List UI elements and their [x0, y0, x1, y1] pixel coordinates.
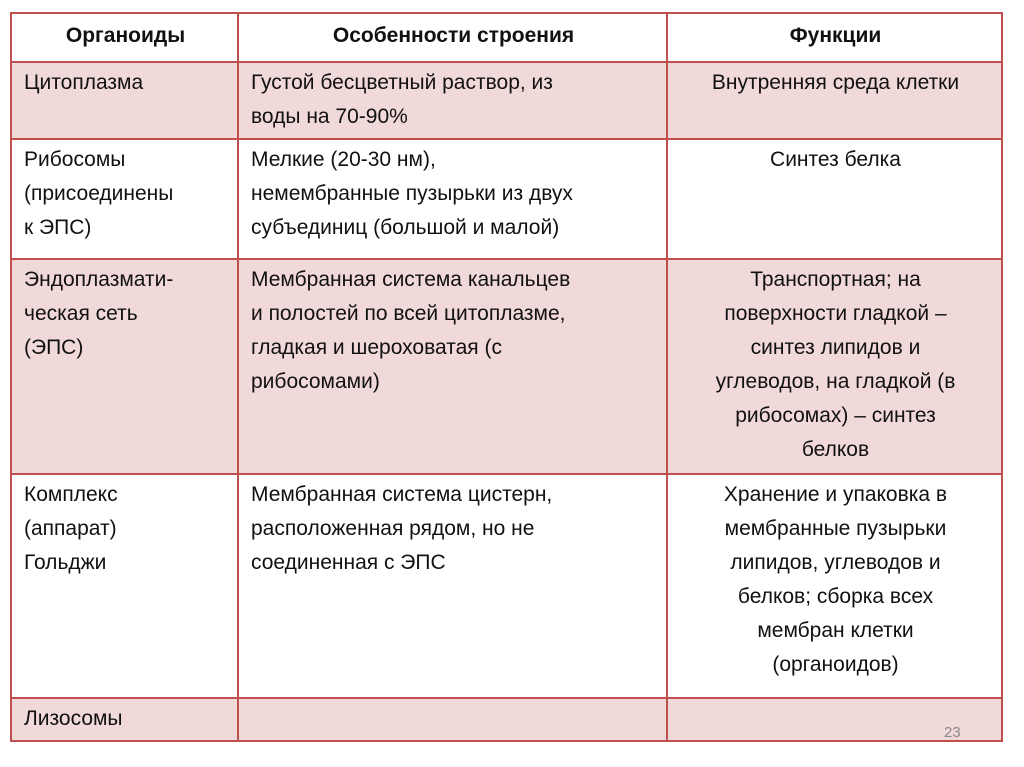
table-row — [11, 474, 1002, 698]
cell-text-line: Синтез белка — [770, 148, 901, 171]
function-cell — [667, 474, 1002, 698]
table-row — [11, 259, 1002, 474]
cell-text-line: Лизосомы — [24, 707, 123, 730]
cell-text-line: (присоединены — [24, 182, 174, 205]
header-functions: Функции — [667, 13, 1002, 62]
cell-text-line: Комплекс — [24, 483, 118, 506]
header-structure: Особенности строения — [238, 13, 667, 62]
cell-text-line: рибосомах) – синтез — [735, 404, 936, 427]
organelle-cell — [11, 474, 238, 698]
structure-cell — [238, 259, 667, 474]
cell-text-line: воды на 70-90% — [251, 105, 408, 128]
cell-text-line: Эндоплазмати- — [24, 268, 174, 291]
table-row — [11, 139, 1002, 259]
cell-text-line: поверхности гладкой – — [724, 302, 947, 325]
cell-text-line: рибосомами) — [251, 370, 380, 393]
cell-text-line: субъединиц (большой и малой) — [251, 216, 560, 239]
cell-text-line: Густой бесцветный раствор, из — [251, 71, 553, 94]
cell-text-line: Мембранная система цистерн, — [251, 483, 553, 506]
organelle-cell — [11, 259, 238, 474]
cell-text-line: немембранные пузырьки из двух — [251, 182, 573, 205]
function-cell — [667, 139, 1002, 259]
table-row — [11, 62, 1002, 139]
cell-text-line: липидов, углеводов и — [730, 551, 941, 574]
cell-text-line: соединенная с ЭПС — [251, 551, 446, 574]
cell-text-line: гладкая и шероховатая (с — [251, 336, 502, 359]
cell-text-line: (органоидов) — [772, 653, 899, 676]
cell-text-line: к ЭПС) — [24, 216, 92, 239]
cell-text-line: углеводов, на гладкой (в — [715, 370, 956, 393]
organelle-cell — [11, 62, 238, 139]
table-header-row — [11, 13, 1002, 62]
cell-text-line: белков — [801, 438, 870, 461]
organelle-cell — [11, 698, 238, 741]
cell-text-line: расположенная рядом, но не — [251, 517, 535, 540]
cell-text-line: мембранные пузырьки — [724, 517, 947, 540]
organelles-table — [10, 12, 1003, 742]
cell-text-line: Мембранная система канальцев — [251, 268, 571, 291]
cell-text-line: ческая сеть — [24, 302, 138, 325]
structure-cell — [238, 139, 667, 259]
cell-text-line: Цитоплазма — [24, 71, 144, 94]
cell-text-line: мембран клетки — [757, 619, 914, 642]
structure-cell — [238, 62, 667, 139]
cell-text-line: Хранение и упаковка в — [723, 483, 948, 506]
function-cell — [667, 259, 1002, 474]
structure-cell — [238, 698, 667, 741]
header-organelles: Органоиды — [11, 13, 238, 62]
cell-text-line: синтез липидов и — [750, 336, 921, 359]
structure-cell — [238, 474, 667, 698]
cell-text-line: Мелкие (20-30 нм), — [251, 148, 436, 171]
cell-text-line: и полостей по всей цитоплазме, — [251, 302, 566, 325]
cell-text-line: белков; сборка всех — [737, 585, 934, 608]
cell-text-line: Транспортная; на — [750, 268, 921, 291]
cell-text-line: Внутренняя среда клетки — [711, 71, 960, 94]
table-row — [11, 698, 1002, 741]
cell-text-line: (аппарат) — [24, 517, 117, 540]
cell-text-line: (ЭПС) — [24, 336, 84, 359]
page-number: 23 — [944, 724, 961, 741]
function-cell — [667, 62, 1002, 139]
organelle-cell — [11, 139, 238, 259]
cell-text-line: Гольджи — [24, 551, 107, 574]
cell-text-line: Рибосомы — [24, 148, 126, 171]
